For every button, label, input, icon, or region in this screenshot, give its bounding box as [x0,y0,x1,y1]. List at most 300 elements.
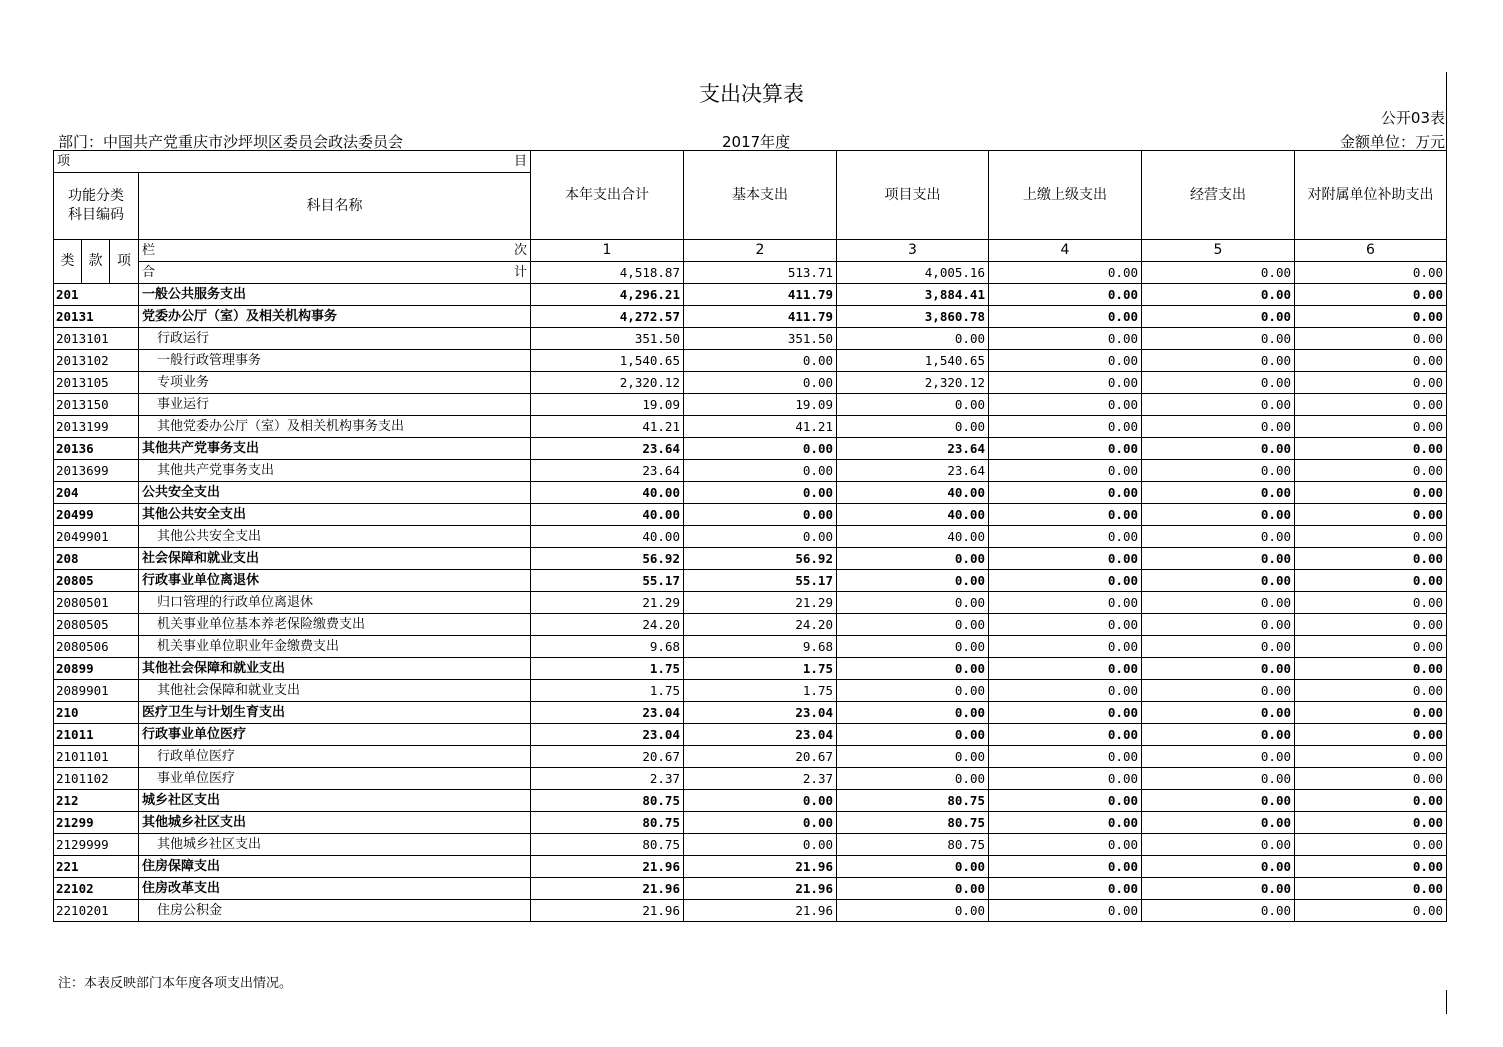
row-value-1: 40.00 [531,504,684,526]
row-value-3: 80.75 [837,812,989,834]
row-subject-name: 其他共产党事务支出 [139,438,531,460]
header-row-column-numbers [54,240,1447,262]
row-value-2: 351.50 [684,328,837,350]
row-value-3: 0.00 [837,878,989,900]
row-value-5: 0.00 [1142,350,1295,372]
row-value-3: 0.00 [837,570,989,592]
row-value-5: 0.00 [1142,680,1295,702]
col-title-5: 经营支出 [1142,151,1295,240]
row-value-2: 0.00 [684,834,837,856]
row-value-6: 0.00 [1295,856,1447,878]
total-ji: 计 [513,265,527,280]
total-value-6: 0.00 [1295,262,1447,284]
row-subject-name: 行政事业单位离退休 [139,570,531,592]
row-value-6: 0.00 [1295,350,1447,372]
row-subject-name: 机关事业单位基本养老保险缴费支出 [139,614,531,636]
row-subject-name: 公共安全支出 [139,482,531,504]
expenditure-table [53,150,1447,922]
row-value-2: 0.00 [684,504,837,526]
row-subject-name: 行政单位医疗 [139,746,531,768]
table-row [54,328,1447,350]
table-row [54,416,1447,438]
table-row [54,834,1447,856]
header-item-left: 项 [57,154,71,169]
row-subject-name: 其他公共安全支出 [139,526,531,548]
table-row [54,504,1447,526]
row-value-5: 0.00 [1142,306,1295,328]
amount-unit: 金额单位：万元 [1339,133,1445,151]
total-value-5: 0.00 [1142,262,1295,284]
row-value-6: 0.00 [1295,900,1447,922]
footnote: 注：本表反映部门本年度各项支出情况。 [58,976,293,991]
row-value-5: 0.00 [1142,856,1295,878]
header-subject-name: 科目名称 [139,173,531,240]
row-value-3: 0.00 [837,548,989,570]
row-value-4: 0.00 [989,724,1142,746]
table-row [54,768,1447,790]
row-subject-name: 行政运行 [139,328,531,350]
row-value-1: 40.00 [531,526,684,548]
row-subject-name: 党委办公厅（室）及相关机构事务 [139,306,531,328]
row-value-2: 23.04 [684,724,837,746]
row-value-1: 23.04 [531,702,684,724]
row-value-4: 0.00 [989,768,1142,790]
row-value-4: 0.00 [989,526,1142,548]
row-subject-name: 其他城乡社区支出 [139,834,531,856]
row-code: 221 [54,856,139,878]
row-value-1: 19.09 [531,394,684,416]
row-subject-name: 其他公共安全支出 [139,504,531,526]
row-value-5: 0.00 [1142,504,1295,526]
col-title-6: 对附属单位补助支出 [1295,151,1447,240]
row-subject-name: 社会保障和就业支出 [139,548,531,570]
table-row [54,306,1447,328]
table-row [54,438,1447,460]
row-value-5: 0.00 [1142,328,1295,350]
row-value-3: 40.00 [837,482,989,504]
table-row [54,702,1447,724]
row-value-2: 9.68 [684,636,837,658]
row-value-5: 0.00 [1142,878,1295,900]
row-value-3: 0.00 [837,724,989,746]
table-row [54,482,1447,504]
row-code: 2013102 [54,350,139,372]
row-value-6: 0.00 [1295,724,1447,746]
row-value-1: 4,296.21 [531,284,684,306]
row-value-4: 0.00 [989,592,1142,614]
table-row [54,900,1447,922]
col-number-1: 1 [531,240,684,262]
row-value-1: 80.75 [531,790,684,812]
row-value-2: 2.37 [684,768,837,790]
row-value-2: 24.20 [684,614,837,636]
header-ci: 次 [513,243,527,258]
row-value-2: 20.67 [684,746,837,768]
page-title: 支出决算表 [699,82,804,106]
row-value-5: 0.00 [1142,482,1295,504]
row-value-2: 21.96 [684,856,837,878]
row-value-3: 0.00 [837,680,989,702]
row-value-4: 0.00 [989,306,1142,328]
total-he: 合 [142,265,156,280]
row-value-4: 0.00 [989,372,1142,394]
col-number-6: 6 [1295,240,1447,262]
row-value-6: 0.00 [1295,372,1447,394]
row-value-5: 0.00 [1142,526,1295,548]
row-value-4: 0.00 [989,680,1142,702]
row-value-2: 0.00 [684,526,837,548]
row-value-6: 0.00 [1295,658,1447,680]
row-value-1: 1.75 [531,658,684,680]
total-value-2: 513.71 [684,262,837,284]
table-row [54,592,1447,614]
header-item-right: 目 [513,154,527,169]
row-value-6: 0.00 [1295,768,1447,790]
row-value-3: 80.75 [837,834,989,856]
header-func-class: 功能分类 科目编码 [54,173,139,240]
row-value-3: 40.00 [837,504,989,526]
row-subject-name: 专项业务 [139,372,531,394]
row-value-5: 0.00 [1142,438,1295,460]
row-value-1: 1,540.65 [531,350,684,372]
row-value-5: 0.00 [1142,394,1295,416]
row-value-5: 0.00 [1142,416,1295,438]
row-value-3: 0.00 [837,636,989,658]
row-value-2: 56.92 [684,548,837,570]
row-value-4: 0.00 [989,790,1142,812]
row-code: 21011 [54,724,139,746]
row-subject-name: 归口管理的行政单位离退休 [139,592,531,614]
row-value-6: 0.00 [1295,592,1447,614]
row-value-2: 21.96 [684,878,837,900]
row-value-1: 21.96 [531,856,684,878]
table-row [54,372,1447,394]
row-code: 2013105 [54,372,139,394]
row-value-3: 0.00 [837,900,989,922]
row-code: 212 [54,790,139,812]
row-value-2: 41.21 [684,416,837,438]
row-value-5: 0.00 [1142,614,1295,636]
row-subject-name: 行政事业单位医疗 [139,724,531,746]
row-value-3: 0.00 [837,592,989,614]
row-code: 210 [54,702,139,724]
row-code: 2210201 [54,900,139,922]
row-value-1: 41.21 [531,416,684,438]
row-code: 2013150 [54,394,139,416]
row-value-6: 0.00 [1295,812,1447,834]
table-row [54,746,1447,768]
row-value-3: 0.00 [837,746,989,768]
row-value-5: 0.00 [1142,592,1295,614]
row-value-4: 0.00 [989,834,1142,856]
table-row [54,724,1447,746]
row-value-1: 23.04 [531,724,684,746]
table-row [54,460,1447,482]
row-code: 2080501 [54,592,139,614]
row-subject-name: 机关事业单位职业年金缴费支出 [139,636,531,658]
row-value-1: 20.67 [531,746,684,768]
row-value-6: 0.00 [1295,702,1447,724]
report-code: 公开03表 [1380,109,1445,127]
row-value-4: 0.00 [989,460,1142,482]
row-value-6: 0.00 [1295,614,1447,636]
row-value-3: 40.00 [837,526,989,548]
header-item-cell [54,151,531,173]
table-row [54,812,1447,834]
row-value-2: 1.75 [684,680,837,702]
table-row [54,680,1447,702]
row-value-4: 0.00 [989,570,1142,592]
row-code: 2101101 [54,746,139,768]
row-value-4: 0.00 [989,878,1142,900]
row-code: 208 [54,548,139,570]
header-lanci-cell [139,240,531,262]
row-code: 20499 [54,504,139,526]
row-code: 2013101 [54,328,139,350]
table-row [54,790,1447,812]
row-code: 2080506 [54,636,139,658]
row-value-6: 0.00 [1295,394,1447,416]
row-value-3: 80.75 [837,790,989,812]
row-value-6: 0.00 [1295,570,1447,592]
row-value-2: 0.00 [684,812,837,834]
row-subject-name: 其他社会保障和就业支出 [139,658,531,680]
row-value-6: 0.00 [1295,878,1447,900]
row-value-6: 0.00 [1295,548,1447,570]
row-subject-name: 住房改革支出 [139,878,531,900]
row-value-4: 0.00 [989,658,1142,680]
row-code: 2049901 [54,526,139,548]
col-title-2: 基本支出 [684,151,837,240]
row-value-6: 0.00 [1295,790,1447,812]
row-value-5: 0.00 [1142,834,1295,856]
row-value-2: 0.00 [684,460,837,482]
row-subject-name: 其他城乡社区支出 [139,812,531,834]
row-value-1: 2,320.12 [531,372,684,394]
row-code: 2129999 [54,834,139,856]
row-value-6: 0.00 [1295,526,1447,548]
row-value-4: 0.00 [989,482,1142,504]
total-value-4: 0.00 [989,262,1142,284]
row-value-2: 411.79 [684,284,837,306]
row-value-1: 23.64 [531,460,684,482]
row-value-4: 0.00 [989,746,1142,768]
row-value-6: 0.00 [1295,328,1447,350]
row-value-1: 23.64 [531,438,684,460]
row-value-4: 0.00 [989,416,1142,438]
row-value-1: 80.75 [531,834,684,856]
row-value-6: 0.00 [1295,416,1447,438]
row-value-3: 0.00 [837,658,989,680]
row-code: 201 [54,284,139,306]
col-number-3: 3 [837,240,989,262]
row-value-2: 1.75 [684,658,837,680]
row-value-3: 0.00 [837,856,989,878]
row-code: 2101102 [54,768,139,790]
row-value-1: 21.29 [531,592,684,614]
row-code: 204 [54,482,139,504]
row-value-5: 0.00 [1142,812,1295,834]
col-number-2: 2 [684,240,837,262]
row-value-6: 0.00 [1295,636,1447,658]
row-value-4: 0.00 [989,328,1142,350]
row-code: 20136 [54,438,139,460]
row-value-1: 351.50 [531,328,684,350]
row-subject-name: 城乡社区支出 [139,790,531,812]
row-value-4: 0.00 [989,856,1142,878]
table-row [54,856,1447,878]
row-value-3: 0.00 [837,768,989,790]
row-value-3: 1,540.65 [837,350,989,372]
row-value-2: 0.00 [684,482,837,504]
row-value-2: 411.79 [684,306,837,328]
row-value-4: 0.00 [989,636,1142,658]
row-value-3: 0.00 [837,702,989,724]
table-row [54,614,1447,636]
row-value-2: 0.00 [684,790,837,812]
header-lei: 类 [54,240,82,284]
row-code: 20899 [54,658,139,680]
table-row [54,570,1447,592]
row-value-5: 0.00 [1142,284,1295,306]
row-value-2: 21.29 [684,592,837,614]
department-label: 部门：中国共产党重庆市沙坪坝区委员会政法委员会 [58,133,404,151]
row-value-5: 0.00 [1142,746,1295,768]
row-value-3: 0.00 [837,328,989,350]
col-title-3: 项目支出 [837,151,989,240]
row-subject-name: 其他共产党事务支出 [139,460,531,482]
header-row-item [54,151,1447,173]
row-value-3: 0.00 [837,416,989,438]
row-code: 20805 [54,570,139,592]
row-code: 2080505 [54,614,139,636]
row-value-5: 0.00 [1142,724,1295,746]
row-subject-name: 住房保障支出 [139,856,531,878]
row-value-3: 0.00 [837,614,989,636]
row-value-4: 0.00 [989,350,1142,372]
row-value-1: 21.96 [531,900,684,922]
header-kuan: 款 [82,240,110,284]
row-code: 20131 [54,306,139,328]
row-value-3: 23.64 [837,438,989,460]
row-code: 21299 [54,812,139,834]
row-value-4: 0.00 [989,438,1142,460]
row-value-5: 0.00 [1142,658,1295,680]
row-value-5: 0.00 [1142,548,1295,570]
total-value-3: 4,005.16 [837,262,989,284]
row-value-5: 0.00 [1142,570,1295,592]
row-value-3: 0.00 [837,394,989,416]
col-title-1: 本年支出合计 [531,151,684,240]
row-value-3: 3,860.78 [837,306,989,328]
row-value-1: 9.68 [531,636,684,658]
row-value-1: 1.75 [531,680,684,702]
table-row [54,548,1447,570]
row-value-2: 21.96 [684,900,837,922]
row-value-6: 0.00 [1295,460,1447,482]
row-code: 2089901 [54,680,139,702]
row-value-2: 55.17 [684,570,837,592]
table-row [54,658,1447,680]
row-code: 2013199 [54,416,139,438]
row-subject-name: 事业运行 [139,394,531,416]
row-value-5: 0.00 [1142,900,1295,922]
row-value-5: 0.00 [1142,372,1295,394]
row-value-4: 0.00 [989,812,1142,834]
row-value-5: 0.00 [1142,790,1295,812]
row-value-2: 0.00 [684,438,837,460]
row-value-4: 0.00 [989,504,1142,526]
row-value-2: 23.04 [684,702,837,724]
row-value-2: 0.00 [684,372,837,394]
row-subject-name: 事业单位医疗 [139,768,531,790]
header-xiang: 项 [110,240,139,284]
row-value-2: 0.00 [684,350,837,372]
table-row [54,526,1447,548]
row-value-6: 0.00 [1295,284,1447,306]
row-subject-name: 医疗卫生与计划生育支出 [139,702,531,724]
row-subject-name: 其他社会保障和就业支出 [139,680,531,702]
row-value-3: 3,884.41 [837,284,989,306]
row-value-1: 21.96 [531,878,684,900]
total-row [54,262,1447,284]
row-subject-name: 一般行政管理事务 [139,350,531,372]
table-row [54,284,1447,306]
page-edge-line-bottom [1446,990,1447,1014]
row-value-1: 40.00 [531,482,684,504]
row-value-6: 0.00 [1295,504,1447,526]
header-lan: 栏 [142,243,156,258]
row-value-2: 19.09 [684,394,837,416]
row-value-5: 0.00 [1142,460,1295,482]
row-value-1: 56.92 [531,548,684,570]
row-value-4: 0.00 [989,284,1142,306]
row-value-4: 0.00 [989,702,1142,724]
table-row [54,394,1447,416]
col-number-5: 5 [1142,240,1295,262]
row-value-6: 0.00 [1295,746,1447,768]
row-value-1: 2.37 [531,768,684,790]
row-value-4: 0.00 [989,394,1142,416]
table-row [54,878,1447,900]
row-value-3: 23.64 [837,460,989,482]
row-value-1: 4,272.57 [531,306,684,328]
row-value-5: 0.00 [1142,702,1295,724]
row-value-3: 2,320.12 [837,372,989,394]
table-row [54,350,1447,372]
total-label-cell [139,262,531,284]
row-value-1: 55.17 [531,570,684,592]
row-value-1: 24.20 [531,614,684,636]
row-value-6: 0.00 [1295,834,1447,856]
row-value-4: 0.00 [989,900,1142,922]
row-value-5: 0.00 [1142,636,1295,658]
total-value-1: 4,518.87 [531,262,684,284]
col-title-4: 上缴上级支出 [989,151,1142,240]
row-value-4: 0.00 [989,548,1142,570]
row-value-5: 0.00 [1142,768,1295,790]
row-subject-name: 住房公积金 [139,900,531,922]
row-value-6: 0.00 [1295,438,1447,460]
row-value-1: 80.75 [531,812,684,834]
row-code: 22102 [54,878,139,900]
row-value-6: 0.00 [1295,306,1447,328]
row-value-4: 0.00 [989,614,1142,636]
row-value-6: 0.00 [1295,482,1447,504]
col-number-4: 4 [989,240,1142,262]
table-row [54,636,1447,658]
row-value-6: 0.00 [1295,680,1447,702]
